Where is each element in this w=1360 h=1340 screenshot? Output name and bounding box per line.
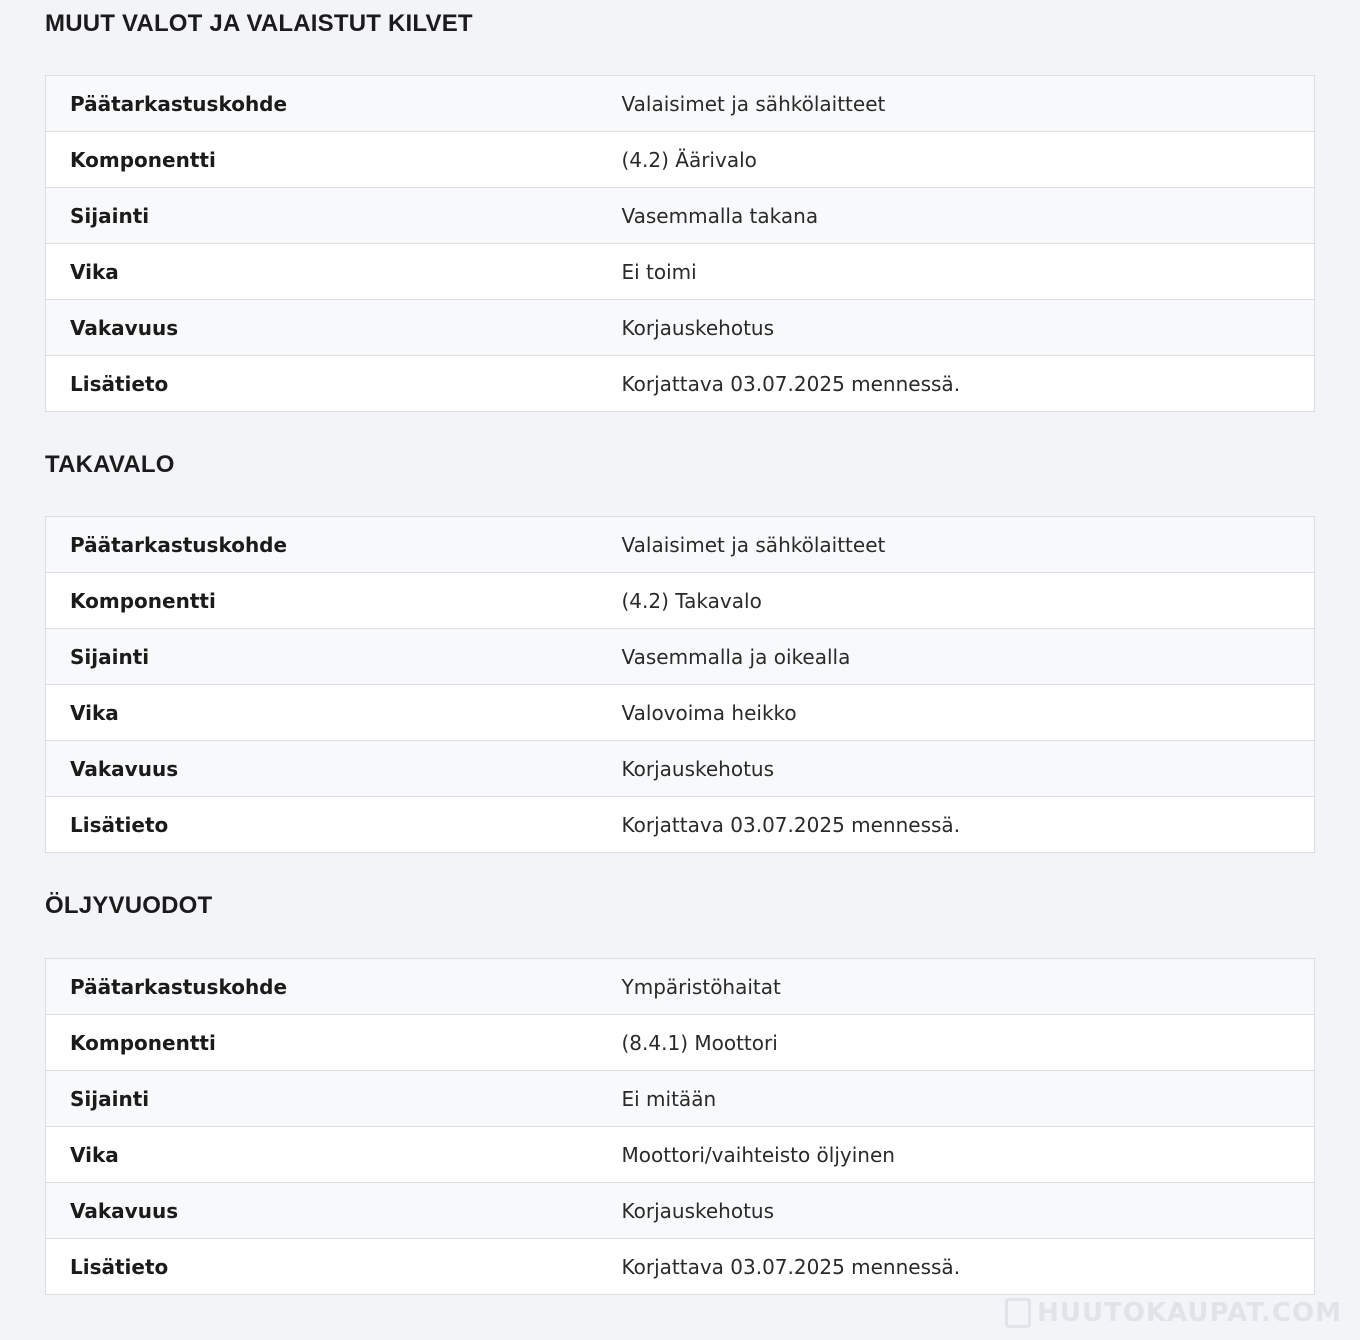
row-value: Moottori/vaihteisto öljyinen — [598, 1127, 1315, 1183]
row-value: Korjattava 03.07.2025 mennessä. — [598, 356, 1315, 412]
row-value: Vasemmalla ja oikealla — [598, 629, 1315, 685]
table-row — [46, 573, 1315, 629]
row-label: Vika — [46, 1127, 598, 1183]
row-value: Korjauskehotus — [598, 1183, 1315, 1239]
row-value: Korjattava 03.07.2025 mennessä. — [598, 797, 1315, 853]
row-value: Ympäristöhaitat — [598, 959, 1315, 1015]
logo-icon — [1005, 1298, 1031, 1328]
row-label: Lisätieto — [46, 356, 598, 412]
table-row — [46, 517, 1315, 573]
table-row — [46, 76, 1315, 132]
table-row — [46, 685, 1315, 741]
row-label: Vika — [46, 685, 598, 741]
inspection-table-muut-valot — [45, 75, 1315, 412]
row-label: Lisätieto — [46, 1239, 598, 1295]
table-row — [46, 1071, 1315, 1127]
row-label: Vakavuus — [46, 300, 598, 356]
table-row — [46, 1015, 1315, 1071]
table-row — [46, 741, 1315, 797]
row-value: Korjattava 03.07.2025 mennessä. — [598, 1239, 1315, 1295]
row-value: Valaisimet ja sähkölaitteet — [598, 76, 1315, 132]
row-label: Vika — [46, 244, 598, 300]
table-row — [46, 1127, 1315, 1183]
row-value: Ei toimi — [598, 244, 1315, 300]
row-label: Sijainti — [46, 629, 598, 685]
section-title-muut-valot: MUUT VALOT JA VALAISTUT KILVET — [45, 10, 473, 37]
row-value: (4.2) Takavalo — [598, 573, 1315, 629]
table-row — [46, 959, 1315, 1015]
row-value: (4.2) Äärivalo — [598, 132, 1315, 188]
row-value: (8.4.1) Moottori — [598, 1015, 1315, 1071]
row-label: Komponentti — [46, 132, 598, 188]
section-title-oljyvuodot: ÖLJYVUODOT — [45, 892, 213, 919]
row-label: Päätarkastuskohde — [46, 959, 598, 1015]
row-label: Komponentti — [46, 1015, 598, 1071]
table-row — [46, 132, 1315, 188]
table-row — [46, 300, 1315, 356]
row-label: Vakavuus — [46, 741, 598, 797]
row-label: Lisätieto — [46, 797, 598, 853]
row-value: Valovoima heikko — [598, 685, 1315, 741]
row-label: Päätarkastuskohde — [46, 76, 598, 132]
row-label: Komponentti — [46, 573, 598, 629]
inspection-table-oljyvuodot — [45, 958, 1315, 1295]
table-row — [46, 188, 1315, 244]
table-row — [46, 244, 1315, 300]
row-label: Sijainti — [46, 188, 598, 244]
table-row — [46, 629, 1315, 685]
row-value: Korjauskehotus — [598, 300, 1315, 356]
watermark — [1005, 1298, 1342, 1328]
row-label: Päätarkastuskohde — [46, 517, 598, 573]
section-title-takavalo: TAKAVALO — [45, 451, 175, 478]
row-value: Ei mitään — [598, 1071, 1315, 1127]
row-label: Sijainti — [46, 1071, 598, 1127]
inspection-table-takavalo — [45, 516, 1315, 853]
table-row — [46, 797, 1315, 853]
watermark-text: HUUTOKAUPAT.COM — [1037, 1298, 1342, 1328]
table-row — [46, 356, 1315, 412]
row-label: Vakavuus — [46, 1183, 598, 1239]
row-value: Vasemmalla takana — [598, 188, 1315, 244]
table-row — [46, 1183, 1315, 1239]
table-row — [46, 1239, 1315, 1295]
row-value: Korjauskehotus — [598, 741, 1315, 797]
row-value: Valaisimet ja sähkölaitteet — [598, 517, 1315, 573]
